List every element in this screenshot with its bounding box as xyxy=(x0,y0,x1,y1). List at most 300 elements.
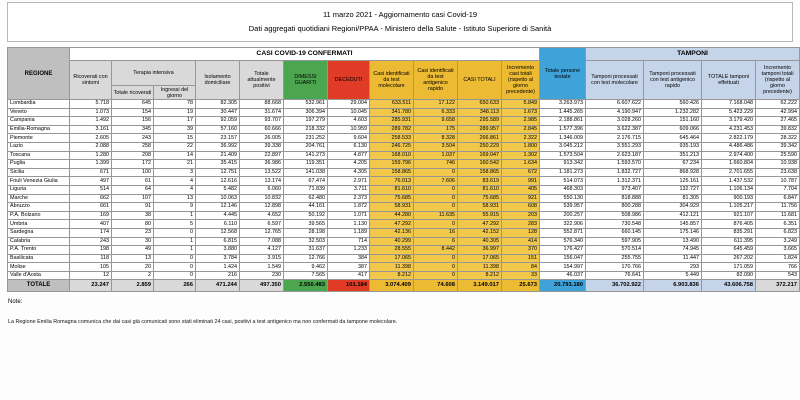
data-cell: 216 xyxy=(196,271,240,280)
data-cell: 1.105.217 xyxy=(702,203,756,212)
data-cell: 4 xyxy=(154,185,196,194)
header-casi-totali: CASI TOTALI xyxy=(458,61,502,100)
table-body xyxy=(8,100,800,292)
data-cell: 7.704 xyxy=(756,185,800,194)
data-cell: 387 xyxy=(328,263,370,272)
data-cell: 370 xyxy=(502,246,540,255)
data-cell: 26.005 xyxy=(240,134,284,143)
total-label: TOTALE xyxy=(8,280,70,292)
data-cell: 46.037 xyxy=(540,271,586,280)
total-cell: 2.550.483 xyxy=(284,280,328,292)
data-cell: 35.415 xyxy=(196,160,240,169)
data-cell: 175.146 xyxy=(644,228,702,237)
data-cell: 991 xyxy=(502,177,540,186)
data-cell: 1.573.504 xyxy=(540,151,586,160)
data-cell: 128 xyxy=(502,228,540,237)
data-cell: 660.145 xyxy=(586,228,644,237)
data-cell: 67.474 xyxy=(284,177,328,186)
data-cell: 417 xyxy=(328,271,370,280)
data-cell: 42.152 xyxy=(458,228,502,237)
region-name: Abruzzo xyxy=(8,203,70,212)
data-cell: 285.931 xyxy=(370,117,414,126)
data-cell: 74.945 xyxy=(644,246,702,255)
header-deceduti: DECEDUTI xyxy=(328,61,370,100)
data-cell: 2.088 xyxy=(70,142,112,151)
data-cell: 11.756 xyxy=(756,203,800,212)
data-cell: 4.445 xyxy=(196,211,240,220)
data-cell: 168.010 xyxy=(370,151,414,160)
data-cell: 671 xyxy=(70,168,112,177)
notes-section xyxy=(8,299,397,325)
data-cell: 818.888 xyxy=(586,194,644,203)
data-cell: 1.073 xyxy=(70,108,112,117)
data-cell: 611.395 xyxy=(702,237,756,246)
data-cell: 28.555 xyxy=(370,246,414,255)
data-cell: 44.280 xyxy=(370,211,414,220)
data-cell: 662 xyxy=(70,194,112,203)
data-cell: 58.931 xyxy=(370,203,414,212)
data-cell: 4.127 xyxy=(240,246,284,255)
data-cell: 39.565 xyxy=(284,220,328,229)
data-cell: 13.490 xyxy=(644,237,702,246)
data-cell: 4 xyxy=(154,177,196,186)
data-cell: 50.192 xyxy=(284,211,328,220)
data-cell: 23 xyxy=(112,228,154,237)
data-cell: 304.929 xyxy=(644,203,702,212)
data-cell: 197.279 xyxy=(284,117,328,126)
total-cell: 25.673 xyxy=(502,280,540,292)
total-cell: 3.149.017 xyxy=(458,280,502,292)
data-cell: 6.597 xyxy=(240,220,284,229)
table-row xyxy=(8,254,800,263)
data-cell: 44.161 xyxy=(284,203,328,212)
data-cell: 32.503 xyxy=(284,237,328,246)
data-cell: 3 xyxy=(154,168,196,177)
data-cell: 11.398 xyxy=(458,263,502,272)
region-name: Molise xyxy=(8,263,70,272)
data-cell: 1.492 xyxy=(70,117,112,126)
data-cell: 12.898 xyxy=(240,203,284,212)
data-cell: 246.725 xyxy=(370,142,414,151)
data-cell: 28.198 xyxy=(284,228,328,237)
data-cell: 39.832 xyxy=(756,125,800,134)
data-cell: 11.635 xyxy=(414,211,458,220)
data-cell: 42.136 xyxy=(370,228,414,237)
region-name: Basilicata xyxy=(8,254,70,263)
data-cell: 306.394 xyxy=(284,108,328,117)
header-casi-molecolare: Casi identificati da test molecolare xyxy=(370,61,414,100)
data-cell: 1.312.371 xyxy=(586,177,644,186)
data-cell: 39 xyxy=(154,125,196,134)
total-cell: 23.247 xyxy=(70,280,112,292)
data-cell: 2.971 xyxy=(328,177,370,186)
data-cell: 67.234 xyxy=(644,160,702,169)
data-cell: 12 xyxy=(70,271,112,280)
data-cell: 3.028.260 xyxy=(586,117,644,126)
data-cell: 6.815 xyxy=(196,237,240,246)
data-cell: 0 xyxy=(154,254,196,263)
data-cell: 57.160 xyxy=(196,125,240,134)
data-cell: 835.291 xyxy=(702,228,756,237)
region-name: Veneto xyxy=(8,108,70,117)
data-cell: 132.727 xyxy=(644,185,702,194)
data-cell: 2.176.715 xyxy=(586,134,644,143)
data-cell: 289.957 xyxy=(458,125,502,134)
data-cell: 2.974.400 xyxy=(702,151,756,160)
data-cell: 868.928 xyxy=(644,168,702,177)
data-cell: 58.931 xyxy=(458,203,502,212)
data-cell: 1.660.804 xyxy=(702,160,756,169)
data-cell: 405 xyxy=(502,185,540,194)
data-cell: 9.604 xyxy=(328,134,370,143)
data-cell: 10.063 xyxy=(196,194,240,203)
data-cell: 40.305 xyxy=(458,237,502,246)
table-row xyxy=(8,108,800,117)
data-cell: 1.634 xyxy=(502,160,540,169)
table-row xyxy=(8,246,800,255)
header-persone-testate: Totale persone testate xyxy=(540,48,586,100)
data-cell: 125.161 xyxy=(644,177,702,186)
region-name: Campania xyxy=(8,117,70,126)
data-cell: 21.409 xyxy=(196,151,240,160)
data-cell: 258 xyxy=(112,142,154,151)
data-cell: 250.229 xyxy=(458,142,502,151)
table-row xyxy=(8,220,800,229)
data-cell: 170.766 xyxy=(586,263,644,272)
data-cell: 22 xyxy=(154,142,196,151)
data-cell: 289.782 xyxy=(370,125,414,134)
data-cell: 84 xyxy=(502,263,540,272)
data-cell: 766 xyxy=(756,263,800,272)
data-cell: 322.906 xyxy=(540,220,586,229)
data-cell: 218.332 xyxy=(284,125,328,134)
data-cell: 33 xyxy=(502,271,540,280)
data-cell: 158.865 xyxy=(370,168,414,177)
data-cell: 1.346.009 xyxy=(540,134,586,143)
data-cell: 3.622.387 xyxy=(586,125,644,134)
data-cell: 5.423.229 xyxy=(702,108,756,117)
data-cell: 800.288 xyxy=(586,203,644,212)
table-row xyxy=(8,142,800,151)
region-name: Calabria xyxy=(8,237,70,246)
data-cell: 0 xyxy=(154,228,196,237)
data-cell: 384 xyxy=(328,254,370,263)
data-cell: 8.328 xyxy=(414,134,458,143)
data-cell: 93.707 xyxy=(240,117,284,126)
data-cell: 172 xyxy=(112,160,154,169)
data-cell: 176.427 xyxy=(540,246,586,255)
data-cell: 30.447 xyxy=(196,108,240,117)
data-cell: 17.065 xyxy=(458,254,502,263)
data-cell: 1 xyxy=(154,211,196,220)
data-cell: 3.880 xyxy=(196,246,240,255)
data-cell: 348.113 xyxy=(458,108,502,117)
table-row xyxy=(8,125,800,134)
data-cell: 76.641 xyxy=(586,271,644,280)
data-cell: 2.605 xyxy=(70,134,112,143)
data-cell: 49 xyxy=(112,246,154,255)
data-cell: 3.249 xyxy=(756,237,800,246)
data-cell: 2.623.187 xyxy=(586,151,644,160)
data-cell: 1.872 xyxy=(328,203,370,212)
data-cell: 91 xyxy=(112,203,154,212)
header-casi-antigenico: Casi identificati da test antigenico rapido xyxy=(414,61,458,100)
data-cell: 11.681 xyxy=(756,211,800,220)
data-cell: 3.551.293 xyxy=(586,142,644,151)
data-cell: 230 xyxy=(240,271,284,280)
data-cell: 543 xyxy=(756,271,800,280)
data-cell: 560.426 xyxy=(644,100,702,109)
covid-data-table xyxy=(7,47,800,292)
data-cell: 3.263.973 xyxy=(540,100,586,109)
data-cell: 31.674 xyxy=(240,108,284,117)
data-cell: 5 xyxy=(154,220,196,229)
data-cell: 412.121 xyxy=(644,211,702,220)
data-cell: 243 xyxy=(70,237,112,246)
data-cell: 3.711 xyxy=(328,185,370,194)
data-cell: 0 xyxy=(414,220,458,229)
notes-text: La Regione Emilia Romagna comunica che dai casi già comunicati sono stati eliminati 24 casi, positivi a test antigenico ma non confermati da tampone molecolare. xyxy=(8,319,398,325)
data-cell: 81.610 xyxy=(458,185,502,194)
data-cell: 0 xyxy=(414,194,458,203)
data-cell: 414 xyxy=(502,237,540,246)
data-cell: 1.232.282 xyxy=(644,108,702,117)
table-row xyxy=(8,177,800,186)
data-cell: 2.822.179 xyxy=(702,134,756,143)
table-header xyxy=(8,48,800,100)
data-cell: 62.480 xyxy=(284,194,328,203)
data-cell: 75.685 xyxy=(458,194,502,203)
data-cell: 4.486.486 xyxy=(702,142,756,151)
header-terapia-intensiva: Terapia intensiva xyxy=(112,61,196,86)
data-cell: 2.701.655 xyxy=(702,168,756,177)
data-cell: 3.045.212 xyxy=(540,142,586,151)
data-cell: 7.168.048 xyxy=(702,100,756,109)
data-cell: 1 xyxy=(154,246,196,255)
region-name: Sardegna xyxy=(8,228,70,237)
data-cell: 266.861 xyxy=(458,134,502,143)
data-cell: 100 xyxy=(112,168,154,177)
region-name: Marche xyxy=(8,194,70,203)
data-cell: 30 xyxy=(112,237,154,246)
data-cell: 76.013 xyxy=(370,177,414,186)
data-cell: 151.160 xyxy=(644,117,702,126)
data-cell: 16 xyxy=(414,228,458,237)
data-cell: 141.038 xyxy=(284,168,328,177)
data-cell: 1.181.273 xyxy=(540,168,586,177)
data-cell: 159.796 xyxy=(370,160,414,169)
data-cell: 4.190.947 xyxy=(586,108,644,117)
data-cell: 154 xyxy=(112,108,154,117)
total-cell: 36.702.922 xyxy=(586,280,644,292)
table-row xyxy=(8,263,800,272)
data-cell: 243 xyxy=(112,134,154,143)
data-cell: 64 xyxy=(112,185,154,194)
data-cell: 6.110 xyxy=(196,220,240,229)
region-name: P.A. Trento xyxy=(8,246,70,255)
data-cell: 345 xyxy=(112,125,154,134)
data-cell: 141.273 xyxy=(284,151,328,160)
data-cell: 12.616 xyxy=(196,177,240,186)
region-name: Toscana xyxy=(8,151,70,160)
data-cell: 75.685 xyxy=(370,194,414,203)
table-row xyxy=(8,211,800,220)
data-cell: 3.504 xyxy=(414,142,458,151)
header-ti-totale: Totale ricoverati xyxy=(112,86,154,100)
data-cell: 12.751 xyxy=(196,168,240,177)
table-row xyxy=(8,117,800,126)
data-cell: 31.637 xyxy=(284,246,328,255)
data-cell: 62.222 xyxy=(756,100,800,109)
data-cell: 81.610 xyxy=(370,185,414,194)
covid-table-wrapper xyxy=(7,47,798,292)
data-cell: 6.847 xyxy=(756,194,800,203)
data-cell: 597.905 xyxy=(586,237,644,246)
table-row xyxy=(8,194,800,203)
data-cell: 5.482 xyxy=(196,185,240,194)
data-cell: 1.445.265 xyxy=(540,108,586,117)
data-cell: 6.060 xyxy=(240,185,284,194)
data-cell: 746 xyxy=(414,160,458,169)
data-cell: 36.992 xyxy=(196,142,240,151)
data-cell: 293 xyxy=(644,263,702,272)
data-cell: 0 xyxy=(154,271,196,280)
total-cell: 3.074.409 xyxy=(370,280,414,292)
data-cell: 1.832.727 xyxy=(586,168,644,177)
region-name: Emilia-Romagna xyxy=(8,125,70,134)
total-cell: 497.350 xyxy=(240,280,284,292)
region-name: Liguria xyxy=(8,185,70,194)
data-cell: 119.351 xyxy=(284,160,328,169)
data-cell: 514.073 xyxy=(540,177,586,186)
data-cell: 1.280 xyxy=(70,151,112,160)
data-cell: 4.877 xyxy=(328,151,370,160)
data-cell: 156 xyxy=(112,117,154,126)
data-cell: 118 xyxy=(70,254,112,263)
data-cell: 40.299 xyxy=(370,237,414,246)
data-cell: 21 xyxy=(154,160,196,169)
data-cell: 645.464 xyxy=(644,134,702,143)
data-cell: 295.589 xyxy=(458,117,502,126)
data-cell: 11.398 xyxy=(370,263,414,272)
data-cell: 8.212 xyxy=(370,271,414,280)
data-cell: 203 xyxy=(502,211,540,220)
data-cell: 38 xyxy=(112,211,154,220)
region-name: Umbria xyxy=(8,220,70,229)
data-cell: 508.986 xyxy=(586,211,644,220)
data-cell: 532.961 xyxy=(284,100,328,109)
data-cell: 1.824 xyxy=(756,254,800,263)
data-cell: 12.146 xyxy=(196,203,240,212)
data-cell: 0 xyxy=(414,254,458,263)
data-cell: 0 xyxy=(414,168,458,177)
data-cell: 0 xyxy=(414,185,458,194)
title-box xyxy=(7,2,793,42)
data-cell: 12.568 xyxy=(196,228,240,237)
data-cell: 11.447 xyxy=(644,254,702,263)
data-cell: 3.179.420 xyxy=(702,117,756,126)
data-cell: 6.823 xyxy=(756,228,800,237)
data-cell: 36.997 xyxy=(458,246,502,255)
data-cell: 13.174 xyxy=(240,177,284,186)
region-name: Valle d'Aosta xyxy=(8,271,70,280)
data-cell: 82.090 xyxy=(702,271,756,280)
data-cell: 17.065 xyxy=(370,254,414,263)
data-cell: 71.839 xyxy=(284,185,328,194)
data-cell: 1.437.532 xyxy=(702,177,756,186)
data-cell: 175 xyxy=(414,125,458,134)
page-subtitle: Dati aggregati quotidiani Regioni/PPAA - Ministero della Salute - Istituto Superiore di Sanità xyxy=(248,24,552,33)
total-cell: 74.608 xyxy=(414,280,458,292)
header-tamponi-antigenico: Tamponi processati con test antigenico rapido xyxy=(644,61,702,100)
data-cell: 81.305 xyxy=(644,194,702,203)
data-cell: 576.340 xyxy=(540,237,586,246)
data-cell: 2.188.861 xyxy=(540,117,586,126)
data-cell: 1.577.396 xyxy=(540,125,586,134)
region-name: P.A. Bolzano xyxy=(8,211,70,220)
data-cell: 25.590 xyxy=(756,151,800,160)
header-dimessi-guariti: DIMESSI GUARITI xyxy=(284,61,328,100)
data-cell: 407 xyxy=(70,220,112,229)
total-cell: 43.606.758 xyxy=(702,280,756,292)
data-cell: 3.915 xyxy=(240,254,284,263)
table-row xyxy=(8,168,800,177)
data-cell: 661 xyxy=(70,203,112,212)
data-cell: 156.047 xyxy=(540,254,586,263)
table-row xyxy=(8,271,800,280)
data-cell: 5.849 xyxy=(502,100,540,109)
data-cell: 10.045 xyxy=(328,108,370,117)
header-tamponi-totale: TOTALE tamponi effettuati xyxy=(702,61,756,100)
data-cell: 6.333 xyxy=(414,108,458,117)
data-cell: 14 xyxy=(154,151,196,160)
total-cell: 6.903.836 xyxy=(644,280,702,292)
data-cell: 158.865 xyxy=(458,168,502,177)
data-cell: 22.897 xyxy=(240,151,284,160)
data-cell: 539.957 xyxy=(540,203,586,212)
region-name: Puglia xyxy=(8,160,70,169)
data-cell: 10.938 xyxy=(756,160,800,169)
data-cell: 154.997 xyxy=(540,263,586,272)
notes-label: Note: xyxy=(8,299,23,305)
data-cell: 5.718 xyxy=(70,100,112,109)
data-cell: 174 xyxy=(70,228,112,237)
data-cell: 1.189 xyxy=(328,228,370,237)
total-cell: 372.217 xyxy=(756,280,800,292)
data-cell: 92.059 xyxy=(196,117,240,126)
data-cell: 12.766 xyxy=(284,254,328,263)
data-cell: 0 xyxy=(414,203,458,212)
data-cell: 231.252 xyxy=(284,134,328,143)
page-title: 11 marzo 2021 - Aggiornamento casi Covid-19 xyxy=(322,10,478,19)
data-cell: 7.606 xyxy=(414,177,458,186)
data-cell: 645 xyxy=(112,100,154,109)
data-cell: 9.462 xyxy=(284,263,328,272)
data-cell: 23.638 xyxy=(756,168,800,177)
data-cell: 1.071 xyxy=(328,211,370,220)
total-cell: 471.244 xyxy=(196,280,240,292)
data-cell: 200.257 xyxy=(540,211,586,220)
header-group-casi-confermati: CASI COVID-19 CONFERMATI xyxy=(70,48,540,61)
data-cell: 267.202 xyxy=(702,254,756,263)
total-row xyxy=(8,280,800,292)
data-cell: 208 xyxy=(112,151,154,160)
data-cell: 10.787 xyxy=(756,177,800,186)
data-cell: 13 xyxy=(154,194,196,203)
data-cell: 1.037 xyxy=(414,151,458,160)
data-cell: 3.665 xyxy=(756,246,800,255)
table-row xyxy=(8,203,800,212)
